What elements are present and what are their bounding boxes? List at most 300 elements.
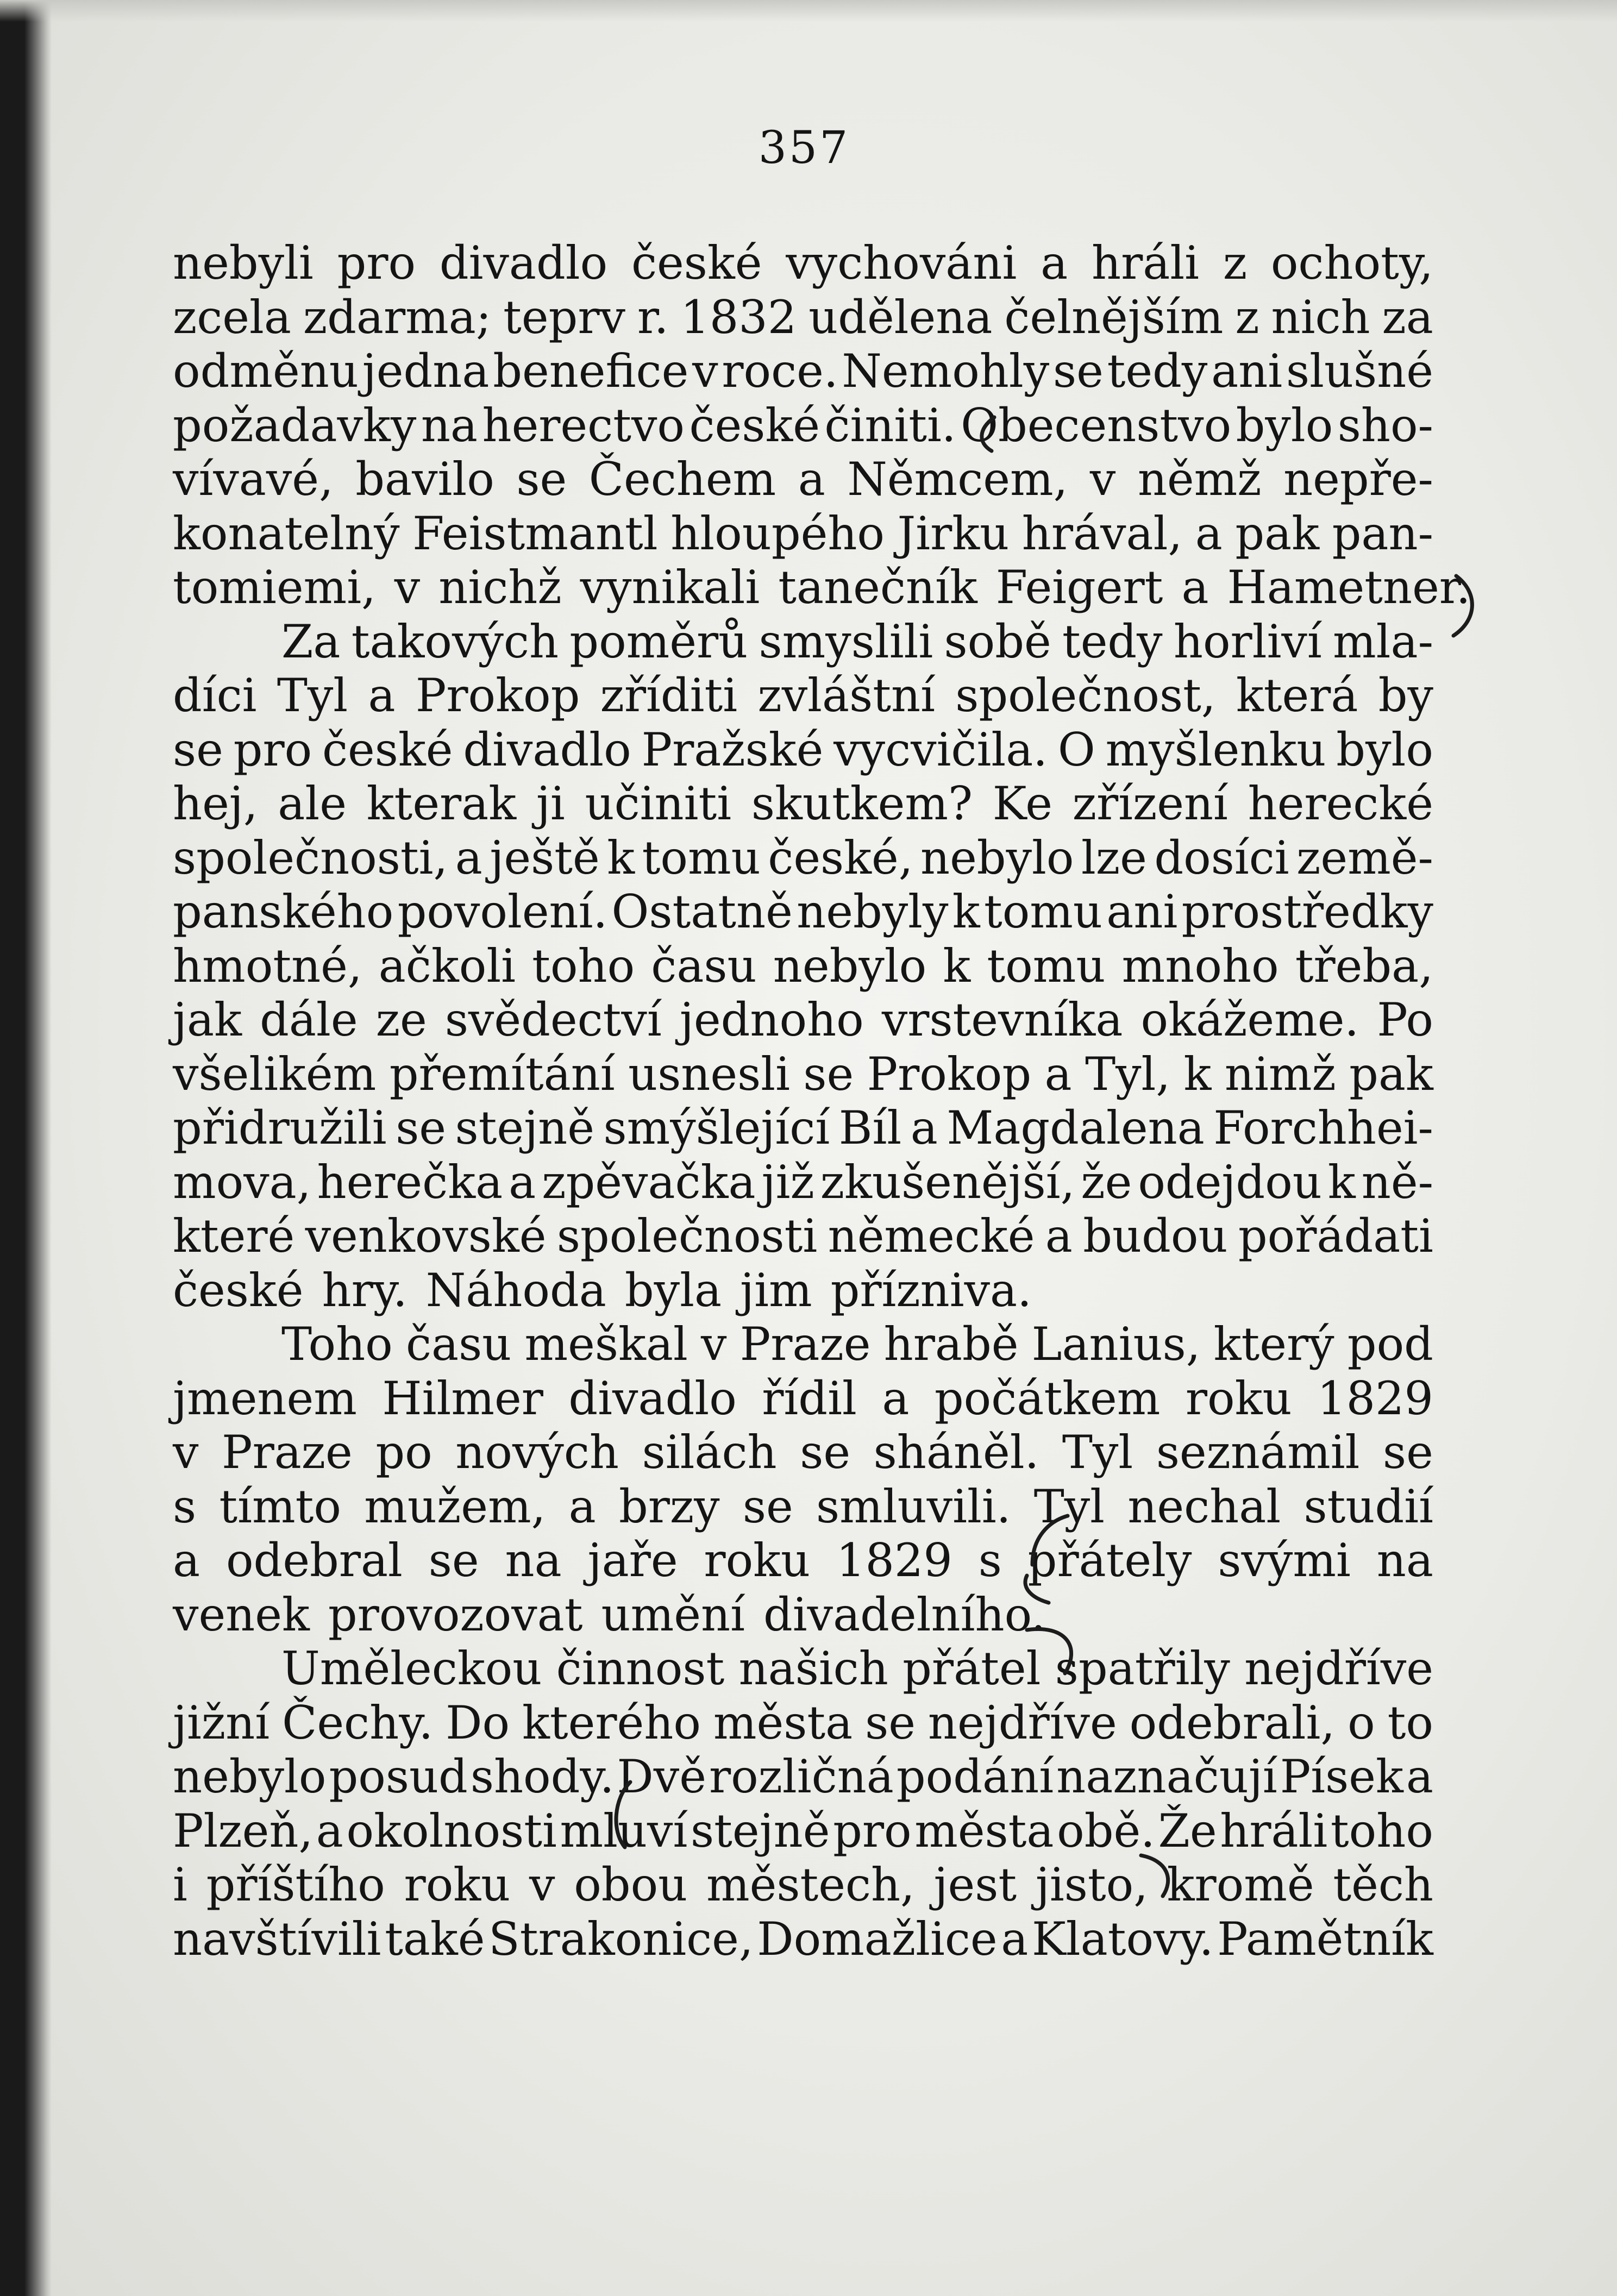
word: jižní	[173, 1696, 270, 1749]
word: myšlenku	[1105, 723, 1326, 776]
word: roce.	[722, 344, 838, 398]
word: roku	[704, 1534, 811, 1587]
word: herečka	[317, 1155, 503, 1209]
word: Lanius,	[1031, 1318, 1201, 1371]
word: hrabě	[883, 1318, 1019, 1371]
word: horliví	[1173, 614, 1322, 668]
word: nebylo	[173, 1750, 327, 1803]
word: kterého	[522, 1696, 701, 1749]
word: stejně	[455, 1101, 594, 1155]
word: budou	[1083, 1209, 1228, 1263]
word: studií	[1303, 1479, 1433, 1533]
word: odebrali,	[1129, 1696, 1336, 1749]
word: společnost,	[955, 669, 1216, 722]
word: české	[689, 398, 820, 452]
word: shody.	[470, 1750, 615, 1803]
word: třeba,	[1295, 939, 1433, 993]
word: hráli	[1220, 1804, 1328, 1858]
word: české,	[768, 831, 913, 884]
word: tomu	[642, 831, 761, 884]
word: nejdříve	[927, 1696, 1117, 1749]
word: Písek	[1280, 1750, 1403, 1803]
word: Prokop	[867, 1047, 1032, 1101]
word: města	[713, 1696, 853, 1749]
word: díci	[173, 669, 257, 722]
text-line	[173, 1426, 1433, 1480]
word: a	[316, 1804, 343, 1858]
word: Čechem	[588, 453, 776, 506]
word: z	[1223, 236, 1248, 290]
page-number: 357	[758, 122, 850, 174]
word: zkušenější,	[820, 1155, 1075, 1209]
word: nových	[455, 1426, 619, 1479]
text-line	[173, 831, 1433, 886]
word: Nemohly	[842, 344, 1050, 398]
word: a	[1195, 506, 1223, 560]
word: požadavky	[173, 398, 417, 452]
word: 1829	[1317, 1371, 1433, 1425]
word: se	[1053, 344, 1104, 398]
word: okolnosti	[346, 1804, 557, 1858]
word: Náhoda	[425, 1263, 606, 1317]
word: našich	[738, 1642, 888, 1695]
word: přemítání	[389, 1047, 615, 1101]
word: činnost	[556, 1642, 725, 1695]
word: v	[701, 1318, 727, 1371]
word: Tyl	[1062, 1426, 1133, 1479]
word: skutkem?	[751, 777, 973, 830]
word: po	[375, 1426, 433, 1479]
word: které	[173, 1209, 295, 1263]
word: tedy	[1062, 614, 1163, 668]
word: roku	[1185, 1371, 1292, 1425]
word: tedy	[1107, 344, 1208, 398]
word: tímto	[219, 1479, 341, 1533]
word: Uměleckou	[281, 1642, 542, 1695]
word: Že	[1158, 1804, 1217, 1858]
word: nebylo	[773, 939, 927, 993]
word: lze	[1081, 831, 1147, 884]
word: posud	[329, 1750, 468, 1803]
word: pod	[1347, 1318, 1433, 1371]
word: Hilmer	[382, 1371, 543, 1425]
word: řídil	[762, 1371, 857, 1425]
word: smluvili.	[816, 1479, 1011, 1533]
word: Bíl	[838, 1101, 902, 1155]
word: Do	[446, 1696, 510, 1749]
word: přátel	[902, 1642, 1041, 1695]
text-line	[173, 1372, 1433, 1426]
word: nepře-	[1283, 453, 1433, 506]
word: dosíci	[1154, 831, 1289, 884]
word: by	[1378, 669, 1433, 722]
word: roku	[404, 1858, 511, 1911]
word: ji	[536, 777, 565, 830]
word: vycvičila.	[833, 723, 1048, 776]
word: panského	[173, 885, 394, 938]
word: Tyl	[1033, 1479, 1105, 1533]
word: herectvo	[482, 398, 685, 452]
text-line	[173, 669, 1433, 723]
word: a	[1044, 1047, 1072, 1101]
word: r.	[637, 290, 669, 344]
word: Feistmantl	[412, 506, 658, 560]
word: a	[173, 1534, 200, 1587]
word: pak	[1349, 1047, 1433, 1101]
word: se	[396, 1101, 447, 1155]
text-line	[173, 1858, 1433, 1912]
word: usnesli	[628, 1047, 790, 1101]
word: stejně	[691, 1804, 830, 1858]
word: okážeme.	[1140, 993, 1359, 1046]
text-line	[173, 1047, 1433, 1102]
word: ale	[278, 777, 347, 830]
word: spatřily	[1055, 1642, 1230, 1695]
word: Za	[281, 614, 341, 668]
word: odejdou	[1138, 1155, 1322, 1209]
word: svými	[1218, 1534, 1351, 1587]
word: Němcem,	[847, 453, 1068, 506]
word: a	[1041, 236, 1068, 290]
word: na	[505, 1534, 562, 1587]
text-line	[173, 1480, 1433, 1534]
word: obě.	[1057, 1804, 1155, 1858]
word: těch	[1333, 1858, 1433, 1911]
word: venek	[173, 1588, 310, 1641]
word: rozličná	[709, 1750, 894, 1803]
text-line	[173, 885, 1433, 939]
word: silách	[642, 1426, 777, 1479]
word: Forchhei-	[1213, 1101, 1433, 1155]
word: na	[1376, 1534, 1433, 1587]
text-line	[173, 615, 1433, 669]
text-line	[173, 1156, 1433, 1210]
word: jest	[933, 1858, 1017, 1911]
word: benefice	[493, 344, 689, 398]
word: bylo	[1236, 398, 1333, 452]
word: ze	[375, 993, 427, 1046]
word: učiniti	[585, 777, 732, 830]
word: času	[405, 1318, 512, 1371]
word: divadelního.	[763, 1588, 1046, 1641]
word: v	[529, 1858, 555, 1911]
word: Obecenstvo	[961, 398, 1232, 452]
word: sho-	[1337, 398, 1433, 452]
text-line	[173, 1101, 1433, 1156]
word: o	[1348, 1696, 1375, 1749]
word: přízniva.	[830, 1263, 1032, 1317]
word: a	[509, 1155, 536, 1209]
word: Praze	[739, 1318, 871, 1371]
word: pak	[1235, 506, 1320, 560]
text-line	[173, 1264, 1433, 1318]
text-line	[173, 723, 1433, 777]
word: Tyl,	[1085, 1047, 1171, 1101]
word: v	[692, 344, 718, 398]
word: se	[742, 1479, 793, 1533]
word: s	[173, 1479, 197, 1533]
word: poměrů	[569, 614, 748, 668]
word: tomu	[987, 939, 1106, 993]
word: Pražské	[641, 723, 824, 776]
word: jmenem	[173, 1371, 357, 1425]
word: kromě	[1167, 1858, 1314, 1911]
word: pořádati	[1238, 1209, 1433, 1263]
binding-shadow	[0, 0, 52, 2296]
word: brzy	[618, 1479, 720, 1533]
word: s	[978, 1534, 1002, 1587]
word: zpěvačka	[542, 1155, 756, 1209]
word: ačkoli	[378, 939, 516, 993]
word: počátkem	[934, 1371, 1161, 1425]
word: tanečník	[778, 561, 977, 614]
text-line	[173, 1750, 1433, 1804]
word: mužem,	[364, 1479, 546, 1533]
word: pro	[233, 723, 312, 776]
word: zříditi	[600, 669, 738, 722]
word: zcela	[173, 290, 291, 344]
word: prostředky	[1181, 885, 1433, 938]
word: nebyly	[797, 885, 949, 938]
word: pro	[337, 236, 416, 290]
word: Čechy.	[282, 1696, 434, 1749]
text-line	[173, 1588, 1433, 1642]
word: v	[394, 561, 421, 614]
word: 1832	[680, 290, 797, 344]
word: české	[173, 1263, 304, 1317]
word: mluví	[560, 1804, 688, 1858]
word: Hametner.	[1227, 561, 1471, 614]
word: Feigert	[995, 561, 1163, 614]
word: k	[952, 885, 980, 938]
word: na	[421, 398, 478, 452]
text-line	[173, 1534, 1433, 1588]
word: se	[516, 453, 567, 506]
word: Jirku	[897, 506, 1010, 560]
word: Po	[1377, 993, 1433, 1046]
text-line	[173, 777, 1433, 831]
word: za	[1382, 290, 1433, 344]
text-line	[173, 291, 1433, 345]
word: umění	[601, 1588, 745, 1641]
body-text	[173, 236, 1471, 1966]
word: se	[1383, 1426, 1433, 1479]
word: německé	[828, 1209, 1035, 1263]
word: O	[1057, 723, 1095, 776]
text-line	[173, 561, 1471, 615]
word: naznačují	[1056, 1750, 1277, 1803]
word: se	[865, 1696, 916, 1749]
word: jim	[740, 1263, 812, 1317]
word: svědectví	[444, 993, 662, 1046]
word: se	[800, 1426, 851, 1479]
word: jisto,	[1035, 1858, 1148, 1911]
text-line	[173, 1209, 1433, 1264]
text-line	[173, 1318, 1433, 1372]
word: se	[173, 723, 223, 776]
word: zřízení	[1072, 777, 1228, 830]
word: Ke	[992, 777, 1052, 830]
word: Dvě	[617, 1750, 706, 1803]
word: herecké	[1248, 777, 1433, 830]
word: hloupého	[670, 506, 885, 560]
word: hmotné,	[173, 939, 362, 993]
word: Ostatně	[611, 885, 793, 938]
word: meškal	[524, 1318, 688, 1371]
word: udělena	[808, 290, 993, 344]
word: sobě	[944, 614, 1051, 668]
top-edge-shadow	[0, 0, 1617, 22]
word: čelnějším	[1004, 290, 1224, 344]
word: v	[173, 1426, 199, 1479]
word: také	[385, 1912, 485, 1966]
word: přidružili	[173, 1101, 387, 1155]
word: konatelný	[173, 506, 400, 560]
word: času	[651, 939, 757, 993]
word: hej,	[173, 777, 258, 830]
word: města	[914, 1804, 1054, 1858]
word: vrstevníka	[881, 993, 1123, 1046]
word: zvláštní	[757, 669, 935, 722]
word: příštího	[206, 1858, 385, 1911]
word: městech,	[706, 1858, 915, 1911]
word: a	[1001, 1912, 1029, 1966]
word: povolení.	[397, 885, 608, 938]
word: jednoho	[679, 993, 864, 1046]
word: Tyl	[277, 669, 348, 722]
word: Domažlice	[757, 1912, 998, 1966]
word: odebral	[225, 1534, 403, 1587]
word: vívavé,	[173, 453, 334, 506]
text-line	[173, 236, 1433, 291]
word: hráli	[1091, 236, 1200, 290]
word: jak	[173, 993, 242, 1046]
word: z	[1235, 290, 1259, 344]
word: a	[568, 1479, 596, 1533]
word: vychováni	[786, 236, 1017, 290]
word: nichž	[438, 561, 562, 614]
text-line	[173, 1696, 1433, 1751]
word: provozovat	[328, 1588, 583, 1641]
word: ani	[1106, 885, 1178, 938]
word: ještě	[490, 831, 600, 884]
word: a	[798, 453, 825, 506]
text-line	[173, 344, 1433, 399]
text-line	[173, 939, 1433, 994]
text-line	[173, 399, 1433, 453]
word: bavilo	[355, 453, 494, 506]
word: takových	[351, 614, 559, 668]
word: to	[1387, 1696, 1433, 1749]
word: a	[910, 1101, 938, 1155]
word: ochoty,	[1270, 236, 1433, 290]
word: smýšlející	[603, 1101, 830, 1155]
word: němž	[1137, 453, 1262, 506]
word: bylo	[1336, 723, 1433, 776]
word: země-	[1296, 831, 1433, 884]
word: 1829	[836, 1534, 952, 1587]
word: divadlo	[439, 236, 608, 290]
word: odměnu	[173, 344, 359, 398]
word: a	[1181, 561, 1209, 614]
word: divadlo	[463, 723, 631, 776]
word: že	[1081, 1155, 1132, 1209]
word: nejdříve	[1244, 1642, 1433, 1695]
word: tomu	[983, 885, 1103, 938]
word: vynikali	[580, 561, 760, 614]
word: k	[1183, 1047, 1212, 1101]
word: české	[322, 723, 453, 776]
word: již	[761, 1155, 814, 1209]
word: hrával,	[1021, 506, 1183, 560]
word: a	[455, 831, 482, 884]
word: a	[882, 1371, 910, 1425]
word: k	[943, 939, 971, 993]
word: Toho	[281, 1318, 393, 1371]
word: kterak	[366, 777, 517, 830]
word: pan-	[1332, 506, 1433, 560]
word: Strakonice,	[488, 1912, 754, 1966]
word: nimž	[1224, 1047, 1336, 1101]
word: byla	[624, 1263, 722, 1317]
word: toho	[532, 939, 635, 993]
word: Pamětník	[1217, 1912, 1433, 1966]
word: nebylo	[920, 831, 1074, 884]
word: seznámil	[1156, 1426, 1360, 1479]
word: české	[631, 236, 762, 290]
word: Prokop	[415, 669, 580, 722]
word: podání	[896, 1750, 1054, 1803]
word: která	[1236, 669, 1358, 722]
word: pro	[833, 1804, 912, 1858]
word: všelikém	[173, 1047, 377, 1101]
word: zdarma;	[303, 290, 492, 344]
word: a	[1406, 1750, 1433, 1803]
word: jedna	[362, 344, 490, 398]
word: společnosti	[556, 1209, 818, 1263]
word: nich	[1271, 290, 1370, 344]
word: obou	[574, 1858, 688, 1911]
word: společnosti,	[173, 831, 448, 884]
word: tomiemi,	[173, 561, 376, 614]
word: se	[428, 1534, 479, 1587]
word: který	[1213, 1318, 1334, 1371]
text-line	[173, 1642, 1433, 1696]
word: k	[607, 831, 635, 884]
text-line	[173, 1804, 1433, 1859]
word: Praze	[222, 1426, 353, 1479]
word: nebyli	[173, 236, 314, 290]
text-line	[173, 993, 1433, 1047]
word: k	[1327, 1155, 1356, 1209]
word: navštívili	[173, 1912, 381, 1966]
word: a	[1045, 1209, 1073, 1263]
word: a	[368, 669, 396, 722]
word: ani	[1211, 344, 1283, 398]
word: dále	[260, 993, 358, 1046]
word: jaře	[587, 1534, 678, 1587]
word: mova,	[173, 1155, 311, 1209]
word: přátely	[1027, 1534, 1192, 1587]
text-line	[173, 1912, 1433, 1967]
word: mnoho	[1121, 939, 1279, 993]
word: nechal	[1127, 1479, 1281, 1533]
word: Plzeň,	[173, 1804, 314, 1858]
word: mla-	[1333, 614, 1433, 668]
word: se	[803, 1047, 854, 1101]
text-line	[173, 507, 1433, 561]
word: toho	[1330, 1804, 1433, 1858]
